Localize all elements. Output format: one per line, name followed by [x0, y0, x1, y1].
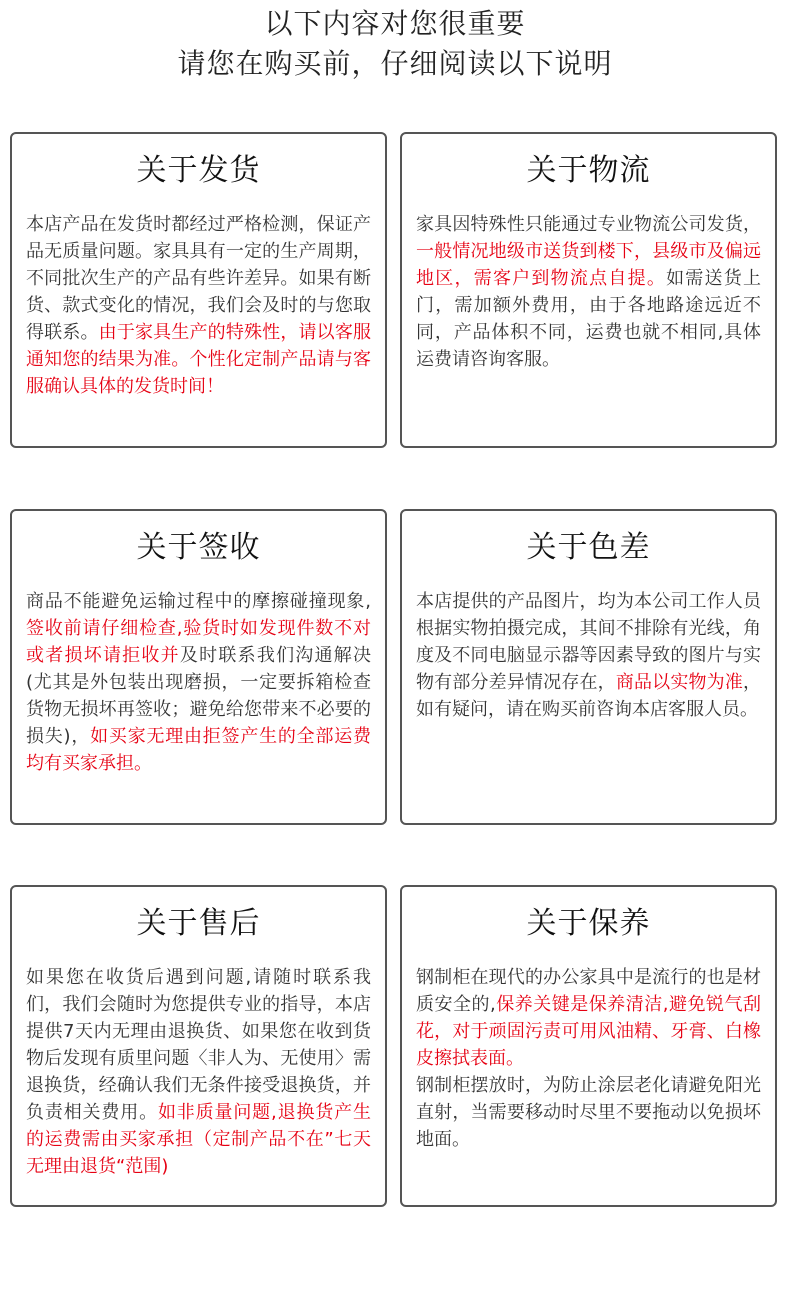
- text-segment: 钢制柜摆放时，为防止涂层老化请避免阳光直射，当需要移动时尽里不要拖动以免损坏地面。: [416, 1075, 761, 1150]
- card-body: [416, 964, 761, 1153]
- card-title: 关于签收: [136, 530, 261, 565]
- text-segment: 家具因特殊性只能通过专业物流公司发货，: [416, 214, 761, 235]
- card-title: 关于保养: [526, 906, 651, 941]
- card-title: 关于售后: [136, 906, 261, 941]
- card-shipping: [10, 132, 387, 448]
- card-title: 关于发货: [136, 153, 261, 188]
- highlight-segment: 保养关键是保养清洁,避免锐气刮花，对于顽固污责可用风油精、牙膏、白橡皮擦拭表面。: [416, 994, 761, 1069]
- card-body: [26, 211, 371, 400]
- text-segment: 商品不能避免运输过程中的摩擦碰撞现象,: [26, 591, 371, 612]
- highlight-segment: 由于家具生产的特殊性，请以客服通知您的结果为准。个性化定制产品请与客服确认具体的发货时间！: [26, 322, 372, 397]
- card-body: [26, 964, 371, 1180]
- text-segment: 本店提供的产品图片，均为本公司工作人员根据实物拍摄完成，其间不排除有光线，角度及不同电脑显示器等因素导致的图片与实物有部分差异情况存在，: [416, 591, 761, 693]
- text-segment: 及时联系我们沟通解决(尤其是外包装出现磨损，一定要拆箱检查货物无损坏再签收；避免给您带来不必要的损失)，: [26, 645, 372, 747]
- text-segment: 本店产品在发货时都经过严格检测，保证产品无质量问题。家具具有一定的生产周期，不同批次生产的产品有些许差异。如果有断货、款式变化的情况，我们会及时的与您取得联系。: [26, 214, 371, 343]
- card-after-sales: [10, 885, 387, 1207]
- header-subtitle: 请您在购买前，仔细阅读以下说明: [177, 47, 613, 80]
- card-body: [416, 588, 761, 723]
- highlight-segment: 一般情况地级市送货到楼下，县级市及偏远地区，需客户到物流点自提。: [416, 241, 761, 289]
- text-segment: 如果您在收货后遇到问题,请随时联系我们，我们会随时为您提供专业的指导，本店提供7天内无理由退换货、如果您在收到货物后发现有质里问题〈非人为、无使用〉需退换货，经确认我们无条件接受退换货，并负责相关费用。: [26, 967, 371, 1123]
- text-segment: 如需送货上门，需加额外费用，由于各地路途远近不同，产品体积不同，运费也就不相同,具体运费请咨询客服。: [416, 268, 762, 370]
- highlight-segment: 商品以实物为准: [615, 672, 744, 693]
- card-body: [416, 211, 761, 373]
- text-segment: ，如有疑问，请在购买前咨询本店客服人员。: [416, 672, 762, 720]
- highlight-segment: 签收前请仔细检查,验货时如发现件数不对或者损坏请拒收并: [26, 618, 371, 666]
- card-maintenance: [400, 885, 777, 1207]
- header-title: 以下内容对您很重要: [264, 7, 526, 40]
- card-body: [26, 588, 371, 777]
- page-header: [0, 0, 790, 84]
- text-segment: 钢制柜在现代的办公家具中是流行的也是材质安全的,: [416, 967, 761, 1015]
- highlight-segment: 如非质量问题,退换货产生的运费需由买家承担（定制产品不在”七天无理由退货“范围): [26, 1102, 371, 1177]
- highlight-segment: 如买家无理由拒签产生的全部运费均有买家承担。: [26, 726, 372, 774]
- card-title: 关于色差: [526, 530, 651, 565]
- card-color-difference: [400, 509, 777, 825]
- card-signing: [10, 509, 387, 825]
- card-logistics: [400, 132, 777, 448]
- card-title: 关于物流: [526, 153, 651, 188]
